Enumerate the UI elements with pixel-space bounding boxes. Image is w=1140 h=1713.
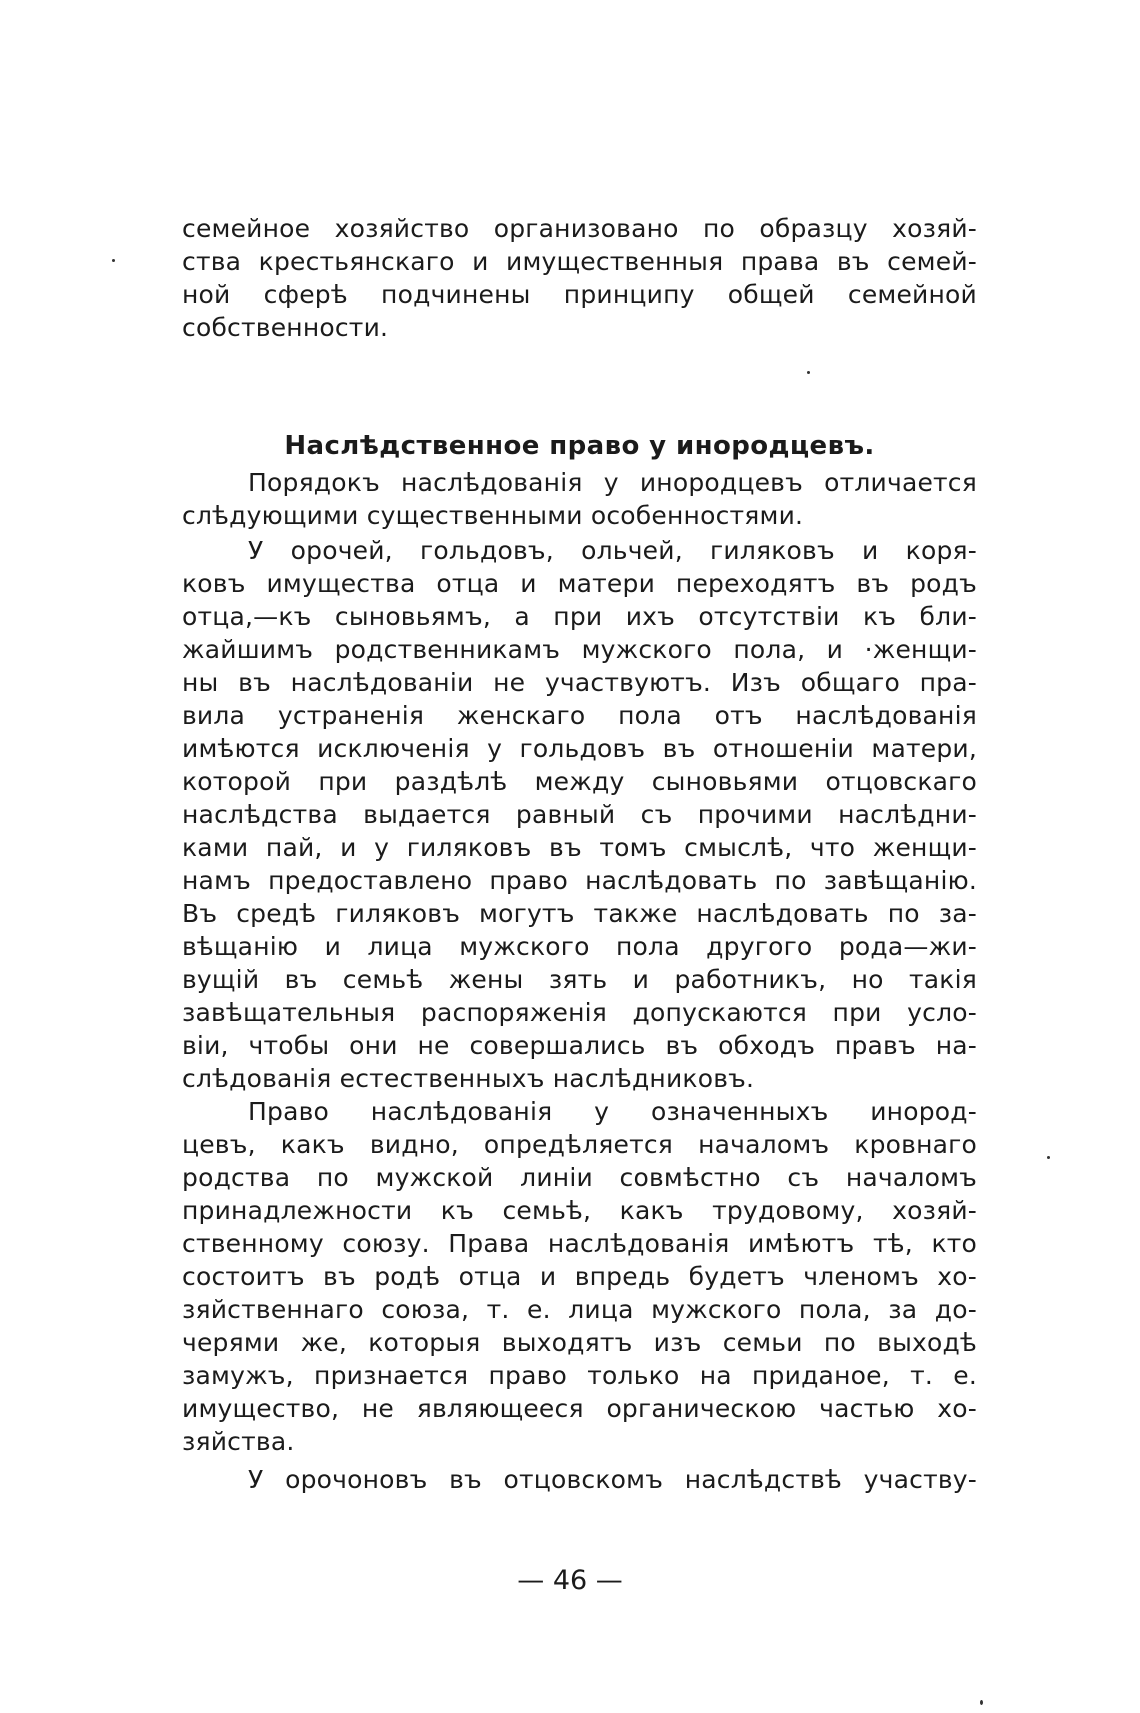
text-line: Порядокъ наслѣдованія у инородцевъ отличается (248, 468, 977, 497)
text-line: намъ предоставлено право наслѣдовать по завѣщанію. (182, 866, 977, 895)
text-line: собственности. (182, 313, 389, 342)
text-line: отца,—къ сыновьямъ, а при ихъ отсутствіи къ бли- (182, 602, 977, 631)
text-line: ками пай, и у гиляковъ въ томъ смыслѣ, что женщи- (182, 833, 977, 862)
text-line: имущество, не являющееся органическою частью хо- (182, 1394, 977, 1423)
text-line: ственному союзу. Права наслѣдованія имѣютъ тѣ, кто (182, 1229, 977, 1258)
text-line: У орочоновъ въ отцовскомъ наслѣдствѣ участву- (248, 1465, 977, 1494)
paragraph-4 (182, 1463, 977, 1496)
text-line: Право наслѣдованія у означенныхъ инород- (248, 1097, 977, 1126)
section-heading: Наслѣдственное право у инородцевъ. (284, 431, 875, 461)
text-line: вущій въ семьѣ жены зять и работникъ, но такія (182, 965, 977, 994)
text-line: ной сферѣ подчинены принципу общей семейной (182, 280, 977, 309)
text-line: зяйства. (182, 1427, 295, 1456)
intro-text (182, 212, 977, 344)
text-line: вила устраненія женскаго пола отъ наслѣдованія (182, 701, 977, 730)
text-line: жайшимъ родственникамъ мужского пола, и ·женщи- (182, 635, 977, 664)
text-line: замужъ, признается право только на приданое, т. е. (182, 1361, 977, 1390)
text-line: ства крестьянскаго и имущественныя права въ семей- (182, 247, 977, 276)
text-line: цевъ, какъ видно, опредѣляется началомъ кровнаго (182, 1130, 977, 1159)
scan-speck (112, 259, 115, 262)
paragraph-3 (182, 1095, 977, 1458)
text-line: которой при раздѣлѣ между сыновьями отцовскаго (182, 767, 977, 796)
scan-speck (980, 1700, 983, 1705)
text-line: ковъ имущества отца и матери переходятъ въ родъ (182, 569, 977, 598)
paragraph-2 (182, 534, 977, 1095)
text-line: слѣдующими существенными особенностями. (182, 501, 804, 530)
text-line: семейное хозяйство организовано по образцу хозяй- (182, 214, 977, 243)
text-line: наслѣдства выдается равный съ прочими наслѣдни- (182, 800, 977, 829)
scan-speck (807, 371, 810, 374)
text-line: вѣщанію и лица мужского пола другого рода—жи- (182, 932, 977, 961)
text-line: Въ средѣ гиляковъ могутъ также наслѣдовать по за- (182, 899, 977, 928)
text-line: родства по мужской линіи совмѣстно съ началомъ (182, 1163, 977, 1192)
text-line: віи, чтобы они не совершались въ обходъ правъ на- (182, 1031, 977, 1060)
text-line: завѣщательныя распоряженія допускаются при усло- (182, 998, 977, 1027)
text-line: имѣются исключенія у гольдовъ въ отношеніи матери, (182, 734, 977, 763)
text-line: ны въ наслѣдованіи не участвуютъ. Изъ общаго пра- (182, 668, 977, 697)
paragraph-1 (182, 466, 977, 532)
scan-speck (1047, 1156, 1050, 1159)
text-line: У орочей, гольдовъ, ольчей, гиляковъ и коря- (248, 536, 977, 565)
text-line: зяйственнаго союза, т. е. лица мужского пола, за до- (182, 1295, 977, 1324)
text-line: слѣдованія естественныхъ наслѣдниковъ. (182, 1064, 755, 1093)
text-line: состоитъ въ родѣ отца и впредь будетъ членомъ хо- (182, 1262, 977, 1291)
text-line: черями же, которыя выходятъ изъ семьи по выходѣ (182, 1328, 977, 1357)
text-line: принадлежности къ семьѣ, какъ трудовому, хозяй- (182, 1196, 977, 1225)
page-number: — 46 — (517, 1565, 623, 1596)
